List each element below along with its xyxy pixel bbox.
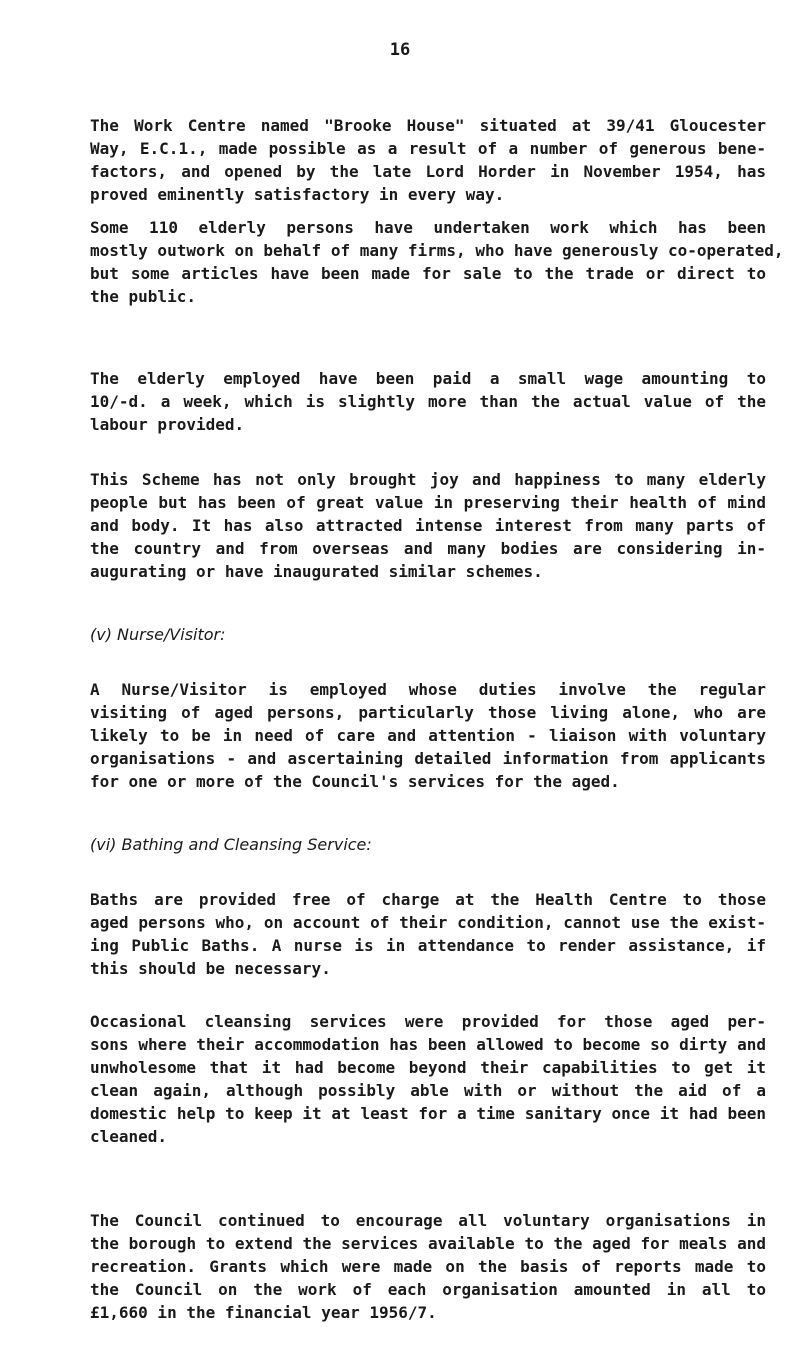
text-line: people but has been of great value in preserving their health of mind — [90, 493, 766, 512]
text-line: This Scheme has not only brought joy and happiness to many elderly — [90, 470, 766, 489]
text-line: proved eminently satisfactory in every way. — [90, 185, 505, 204]
text-line: the public. — [90, 287, 196, 306]
text-line: ing Public Baths. A nurse is in attendance to render assistance, if — [90, 936, 766, 955]
text-line: the country and from overseas and many bodies are considering in- — [90, 539, 766, 558]
text-line: The Council continued to encourage all voluntary organisations in — [90, 1211, 766, 1230]
text-line: Way, E.C.1., made possible as a result of a number of generous bene- — [90, 139, 766, 158]
text-line: likely to be in need of care and attention - liaison with voluntary — [90, 726, 766, 745]
paragraph-voluntary-organisations — [90, 1209, 766, 1324]
paragraph-cleansing — [90, 1010, 766, 1148]
text-line: 10/-d. a week, which is slightly more than the actual value of the — [90, 392, 766, 411]
text-line: augurating or have inaugurated similar schemes. — [90, 562, 543, 581]
text-line: sons where their accommodation has been allowed to become so dirty and — [90, 1035, 766, 1054]
text-line: The Work Centre named "Brooke House" situated at 39/41 Gloucester — [90, 116, 766, 135]
text-line: The elderly employed have been paid a small wage amounting to — [90, 369, 766, 388]
text-line: aged persons who, on account of their condition, cannot use the exist- — [90, 913, 766, 932]
text-line: £1,660 in the financial year 1956/7. — [90, 1303, 437, 1322]
paragraph-scheme — [90, 468, 766, 583]
text-line: clean again, although possibly able with or without the aid of a — [90, 1081, 766, 1100]
text-line: but some articles have been made for sale to the trade or direct to — [90, 264, 766, 283]
text-line: A Nurse/Visitor is employed whose duties involve the regular — [90, 680, 766, 699]
text-line: domestic help to keep it at least for a time sanitary once it had been — [90, 1104, 766, 1123]
text-line: recreation. Grants which were made on the basis of reports made to — [90, 1257, 766, 1276]
paragraph-brooke-house — [90, 114, 766, 206]
paragraph-baths — [90, 888, 766, 980]
text-line: unwholesome that it had become beyond their capabilities to get it — [90, 1058, 766, 1077]
section-heading-bathing: (vi) Bathing and Cleansing Service: — [90, 835, 372, 854]
section-heading-nurse-visitor: (v) Nurse/Visitor: — [90, 625, 226, 644]
text-line: visiting of aged persons, particularly those living alone, who are — [90, 703, 766, 722]
text-line: factors, and opened by the late Lord Horder in November 1954, has — [90, 162, 766, 181]
page-number: 16 — [389, 40, 411, 60]
text-line: cleaned. — [90, 1127, 168, 1146]
text-line: this should be necessary. — [90, 959, 331, 978]
text-line: mostly outwork on behalf of many firms, who have generously co-operated, — [90, 241, 784, 260]
text-line: the Council on the work of each organisation amounted in all to — [90, 1280, 766, 1299]
paragraph-outwork — [90, 216, 784, 308]
text-line: for one or more of the Council's services for the aged. — [90, 772, 620, 791]
text-line: Occasional cleansing services were provided for those aged per- — [90, 1012, 766, 1031]
text-line: organisations - and ascertaining detailed information from applicants — [90, 749, 766, 768]
text-line: the borough to extend the services available to the aged for meals and — [90, 1234, 766, 1253]
text-line: Some 110 elderly persons have undertaken work which has been — [90, 218, 766, 237]
text-line: and body. It has also attracted intense interest from many parts of — [90, 516, 766, 535]
text-line: labour provided. — [90, 415, 245, 434]
paragraph-nurse-visitor — [90, 678, 766, 793]
paragraph-wage — [90, 367, 766, 436]
text-line: Baths are provided free of charge at the Health Centre to those — [90, 890, 766, 909]
